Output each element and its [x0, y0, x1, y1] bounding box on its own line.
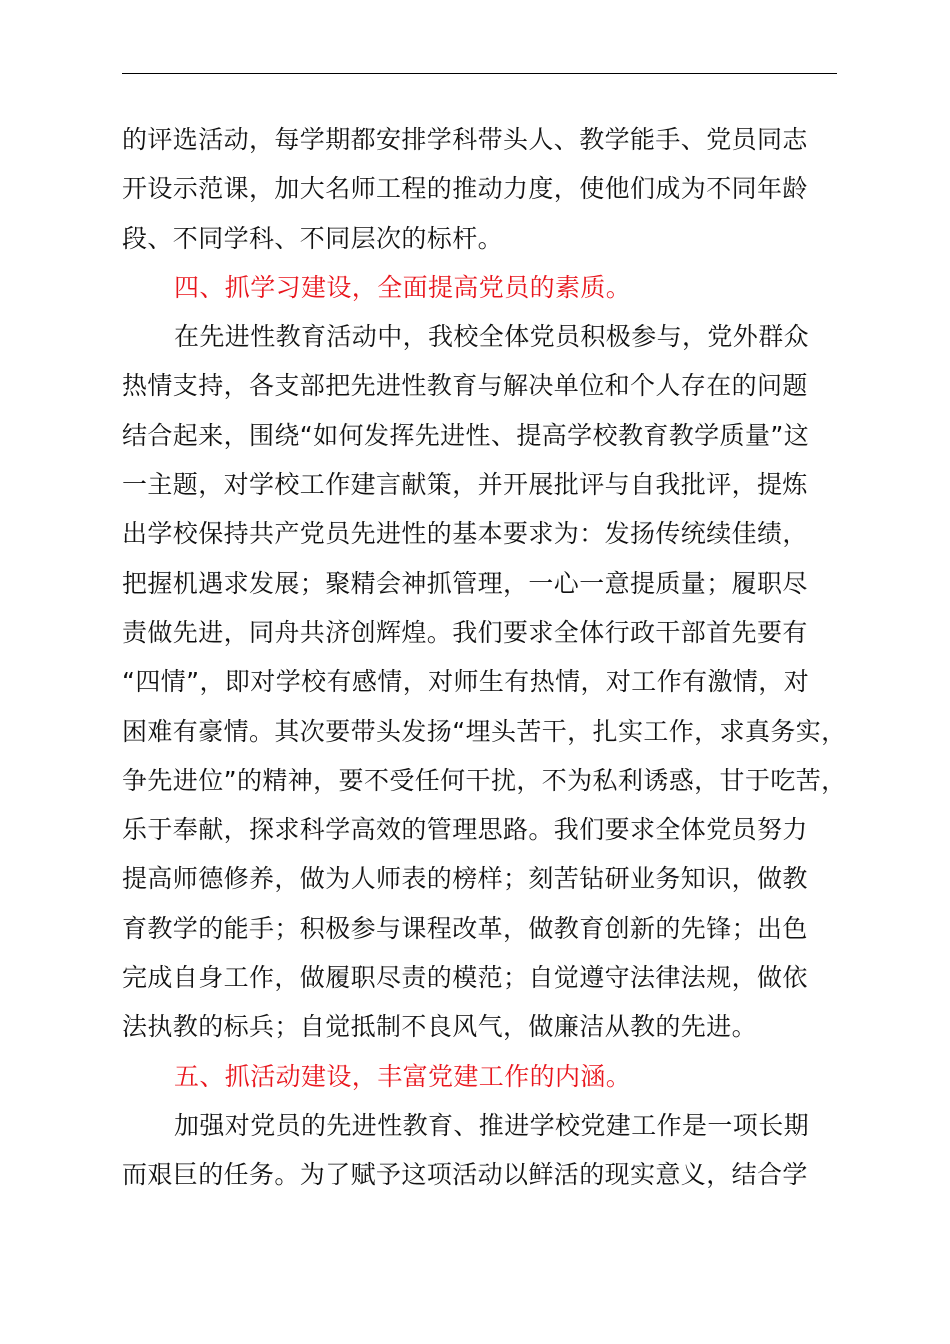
paragraph-line: 开设示范课，加大名师工程的推动力度，使他们成为不同年龄 — [122, 174, 808, 204]
document-body — [122, 115, 862, 1200]
paragraph-line: 而艰巨的任务。为了赋予这项活动以鲜活的现实意义，结合学 — [122, 1160, 808, 1190]
paragraph-line: 困难有豪情。其次要带头发扬“埋头苦干，扎实工作，求真务实， — [122, 716, 847, 746]
paragraph-line: 出学校保持共产党员先进性的基本要求为：发扬传统续佳绩， — [122, 519, 808, 549]
paragraph-line: 法执教的标兵；自觉抵制不良风气，做廉洁从教的先进。 — [122, 1012, 758, 1042]
paragraph-line: 完成自身工作，做履职尽责的模范；自觉遵守法律法规，做依 — [122, 963, 808, 993]
paragraph-line: 热情支持，各支部把先进性教育与解决单位和个人存在的问题 — [122, 371, 808, 401]
paragraph-line: 责做先进，同舟共济创辉煌。我们要求全体行政干部首先要有 — [122, 617, 808, 647]
section-heading-4: 四、抓学习建设，全面提高党员的素质。 — [174, 272, 632, 302]
paragraph-line: 乐于奉献，探求科学高效的管理思路。我们要求全体党员努力 — [122, 815, 808, 845]
section-heading-5: 五、抓活动建设，丰富党建工作的内涵。 — [174, 1061, 632, 1091]
paragraph-line: 育教学的能手；积极参与课程改革，做教育创新的先锋；出色 — [122, 913, 808, 943]
paragraph-line: 结合起来，围绕“如何发挥先进性、提高学校教育教学质量”这 — [122, 420, 810, 450]
paragraph-line: 加强对党员的先进性教育、推进学校党建工作是一项长期 — [174, 1110, 810, 1140]
paragraph-line: 的评选活动，每学期都安排学科带头人、教学能手、党员同志 — [122, 125, 808, 154]
paragraph-line: “四情”，即对学校有感情，对师生有热情，对工作有激情，对 — [122, 667, 810, 697]
paragraph-line: 提高师德修养，做为人师表的榜样；刻苦钻研业务知识，做教 — [122, 864, 808, 894]
paragraph-line: 把握机遇求发展；聚精会神抓管理，一心一意提质量；履职尽 — [122, 568, 808, 598]
paragraph-line: 在先进性教育活动中，我校全体党员积极参与，党外群众 — [174, 322, 810, 352]
paragraph-line: 争先进位”的精神，要不受任何干扰，不为私利诱惑，甘于吃苦， — [122, 765, 847, 795]
paragraph-line: 段、不同学科、不同层次的标杆。 — [122, 223, 504, 253]
header-rule — [122, 73, 837, 74]
paragraph-line: 一主题，对学校工作建言献策，并开展批评与自我批评，提炼 — [122, 470, 808, 500]
